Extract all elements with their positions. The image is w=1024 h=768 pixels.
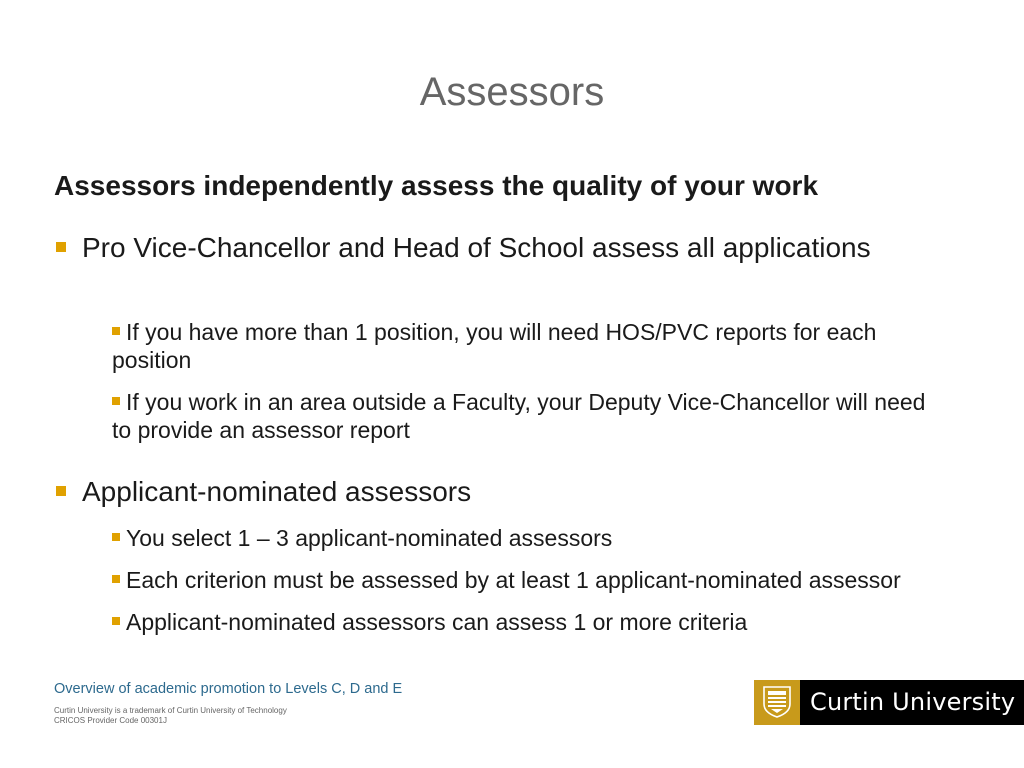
square-bullet-icon	[112, 617, 120, 625]
sub-bullet-item	[112, 524, 984, 552]
sub-bullet-text: Each criterion must be assessed by at least 1 applicant-nominated assessor	[126, 567, 901, 593]
sub-bullet-item	[112, 318, 984, 374]
bullet-list-1	[54, 230, 984, 266]
footer-trademark: Curtin University is a trademark of Curtin University of Technology	[54, 706, 287, 715]
square-bullet-icon	[112, 397, 120, 405]
crest-icon	[754, 680, 800, 725]
sub-bullet-text: If you work in an area outside a Faculty, your Deputy Vice-Chancellor will need to provide an assessor report	[112, 389, 926, 443]
footer-overview: Overview of academic promotion to Levels C, D and E	[54, 681, 403, 697]
sub-bullet-item	[112, 608, 984, 636]
sub-bullet-text: If you have more than 1 position, you will need HOS/PVC reports for each position	[112, 319, 877, 373]
square-bullet-icon	[56, 242, 66, 252]
square-bullet-icon	[112, 327, 120, 335]
bullet-item	[54, 474, 984, 510]
curtin-logo	[754, 680, 1024, 725]
square-bullet-icon	[56, 486, 66, 496]
sub-bullet-text: You select 1 – 3 applicant-nominated assessors	[126, 525, 613, 551]
bullet-list-2	[54, 474, 984, 510]
bullet-text: Pro Vice-Chancellor and Head of School assess all applications	[82, 232, 871, 263]
sub-bullet-text: Applicant-nominated assessors can assess 1 or more criteria	[126, 609, 748, 635]
logo-text: Curtin University	[810, 688, 1016, 716]
slide-subtitle: Assessors independently assess the quality of your work	[54, 170, 819, 201]
slide-title: Assessors	[419, 70, 605, 114]
footer-cricos: CRICOS Provider Code 00301J	[54, 716, 167, 725]
sub-bullet-item	[112, 388, 984, 444]
sub-bullet-list-1	[54, 318, 984, 444]
sub-bullet-list-2	[54, 524, 984, 636]
bullet-text: Applicant-nominated assessors	[82, 476, 472, 507]
square-bullet-icon	[112, 533, 120, 541]
square-bullet-icon	[112, 575, 120, 583]
sub-bullet-item	[112, 566, 984, 594]
bullet-item	[54, 230, 984, 266]
